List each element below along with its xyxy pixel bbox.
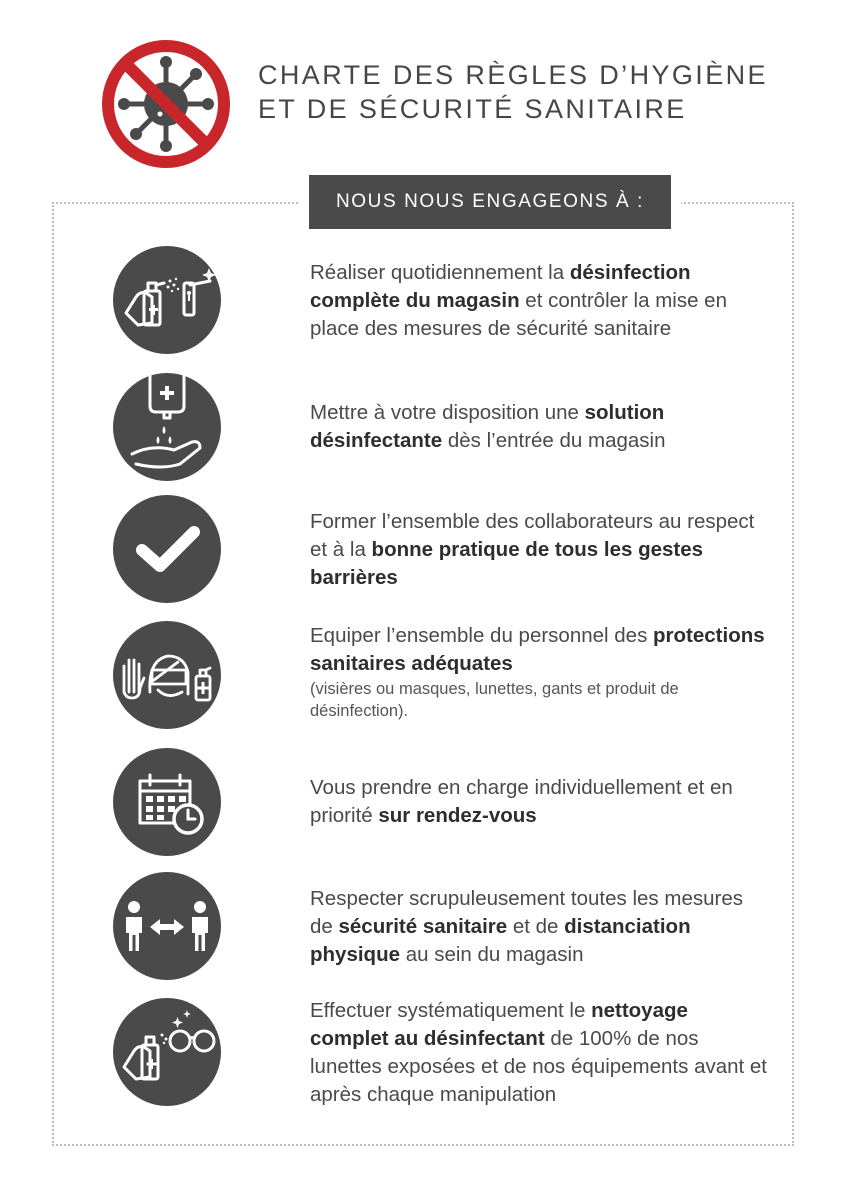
- text-part: Mettre à votre disposition une: [310, 401, 585, 424]
- checkmark-icon: [112, 494, 222, 604]
- commitment-banner: NOUS NOUS ENGAGEONS À :: [309, 175, 671, 229]
- text-highlight: nettoyage complet au désinfectant: [310, 999, 688, 1050]
- text-highlight: bonne pratique de tous les gestes barrières: [310, 538, 704, 589]
- commitment-text-4: [310, 622, 770, 722]
- commitment-item-glasses-cleaning: [112, 997, 812, 1107]
- text-part: Respecter scrupuleusement toutes les mesures de: [310, 887, 743, 938]
- spray-glasses-icon: [112, 997, 222, 1107]
- text-part: au sein du magasin: [400, 943, 584, 966]
- text-highlight: sur rendez-vous: [378, 804, 537, 827]
- calendar-appointment-icon: [112, 747, 222, 857]
- text-part: Réaliser quotidiennement la: [310, 261, 570, 284]
- commitment-item-appointment: [112, 747, 812, 857]
- no-virus-icon: [100, 38, 232, 170]
- commitment-text-3: [310, 508, 770, 592]
- commitment-item-sanitizer: [112, 372, 812, 482]
- text-part: Former l’ensemble des collaborateurs au respect et à la: [310, 510, 755, 561]
- title-line-2: ET DE SÉCURITÉ SANITAIRE: [258, 94, 687, 124]
- commitment-item-training: [112, 494, 812, 604]
- commitment-text-5: [310, 774, 770, 830]
- commitment-note: (visières ou masques, lunettes, gants et produit de désinfection).: [310, 680, 679, 720]
- text-part: et contrôler la mise en place des mesures de sécurité sanitaire: [310, 289, 727, 340]
- title-line-1: CHARTE DES RÈGLES D’HYGIÈNE: [258, 60, 768, 90]
- text-part: Effectuer systématiquement le: [310, 999, 592, 1022]
- text-part: Vous prendre en charge individuellement et en priorité: [310, 776, 733, 827]
- text-part: et de: [507, 915, 565, 938]
- text-highlight: protections sanitaires adéquates: [310, 624, 765, 675]
- text-highlight: distanciation physique: [310, 915, 691, 966]
- commitment-text-6: [310, 885, 770, 969]
- hand-sanitizer-dispenser-icon: [112, 372, 222, 482]
- commitment-item-distancing: [112, 871, 812, 981]
- text-highlight: sécurité sanitaire: [338, 915, 508, 938]
- protective-equipment-icon: [112, 620, 222, 730]
- text-part: dès l’entrée du magasin: [442, 429, 666, 452]
- commitment-text-1: [310, 259, 770, 343]
- text-part: Equiper l’ensemble du personnel des: [310, 624, 654, 647]
- text-part: de 100% de nos lunettes exposées et de nos équipements avant et après chaque manipulation: [310, 1027, 768, 1106]
- text-highlight: solution désinfectante: [310, 401, 665, 452]
- page-title: [258, 58, 768, 126]
- disinfect-spray-door-icon: [112, 245, 222, 355]
- commitment-text-7: [310, 997, 770, 1109]
- social-distancing-icon: [112, 871, 222, 981]
- commitment-item-protection: [112, 620, 812, 730]
- text-highlight: désinfection complète du magasin: [310, 261, 691, 312]
- commitment-text-2: [310, 399, 770, 455]
- commitment-item-disinfection: [112, 245, 812, 355]
